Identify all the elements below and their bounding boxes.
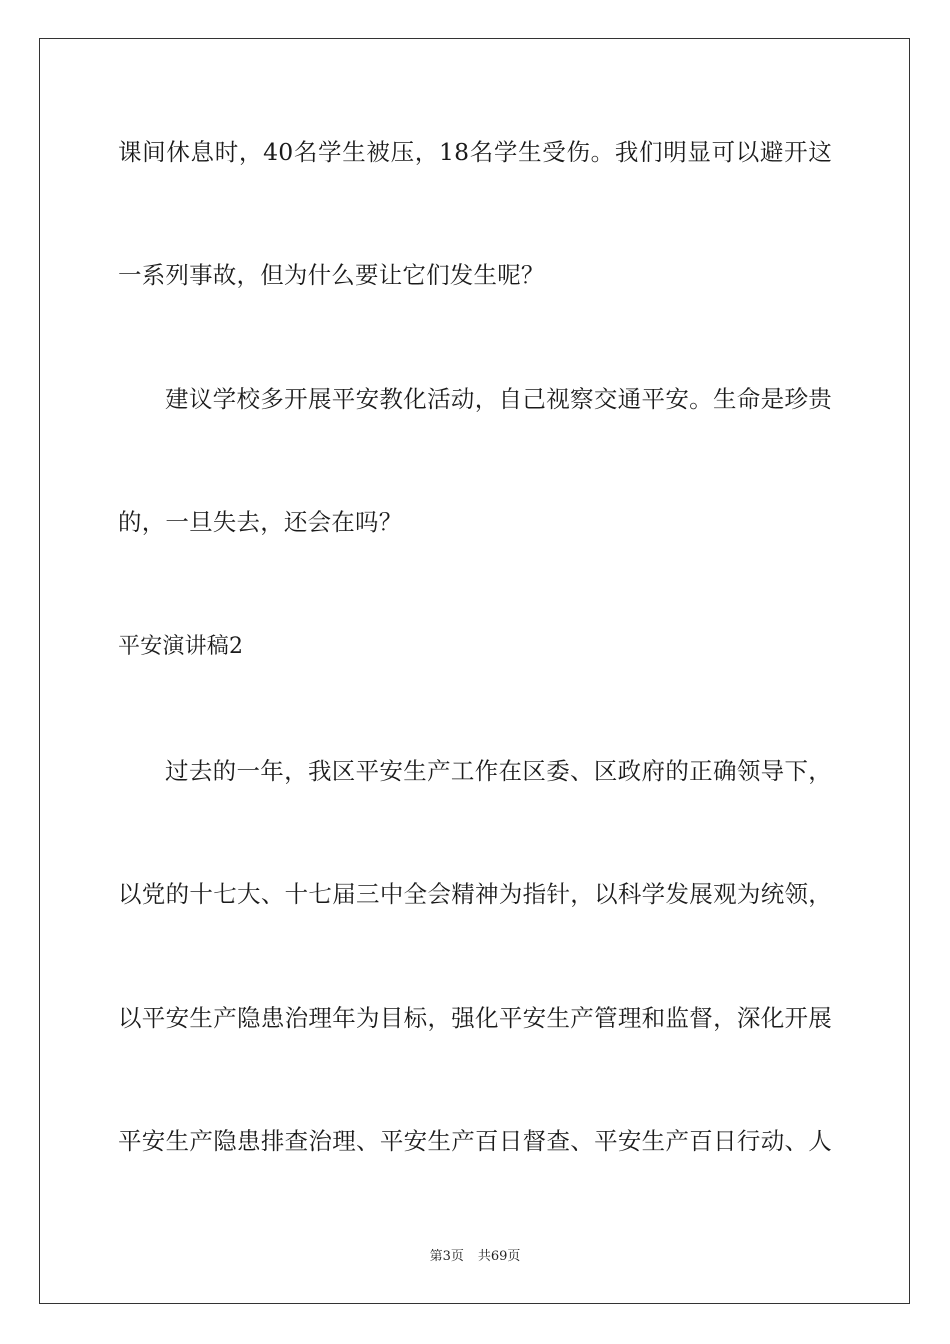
page-total: 共69页 <box>477 1249 521 1264</box>
body-text-line: 以党的十七大、十七届三中全会精神为指针，以科学发展观为统领， <box>118 880 832 908</box>
body-text-line: 课间休息时，40名学生被压，18名学生受伤。我们明显可以避开这 <box>118 138 832 166</box>
paragraph-first-line: 建议学校多开展平安教化活动，自己视察交通平安。生命是珍贵 <box>165 385 832 413</box>
body-text-line: 的，一旦失去，还会在吗？ <box>118 508 403 536</box>
body-text-line: 平安生产隐患排查治理、平安生产百日督查、平安生产百日行动、人 <box>118 1127 832 1155</box>
page-number: 第3页 <box>429 1249 464 1264</box>
paragraph-first-line: 过去的一年，我区平安生产工作在区委、区政府的正确领导下， <box>165 757 832 785</box>
section-heading: 平安演讲稿2 <box>118 634 244 659</box>
page-border <box>39 38 910 1304</box>
body-text-line: 以平安生产隐患治理年为目标，强化平安生产管理和监督，深化开展 <box>118 1004 832 1032</box>
page-footer <box>0 1249 950 1265</box>
body-text-line: 一系列事故，但为什么要让它们发生呢？ <box>118 261 545 289</box>
